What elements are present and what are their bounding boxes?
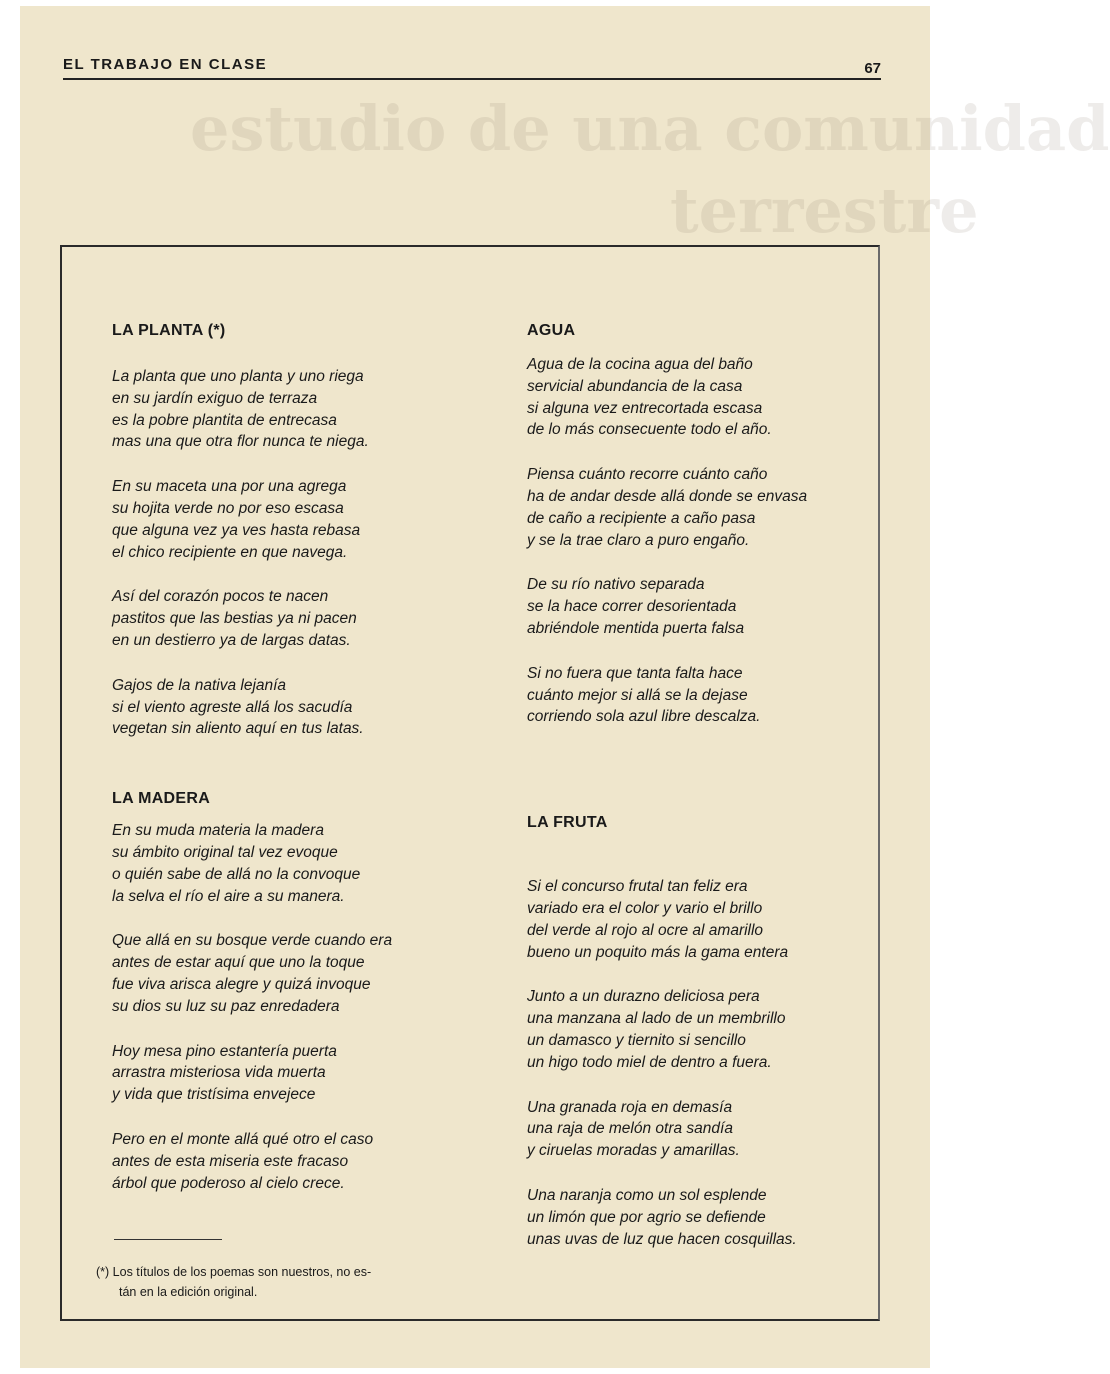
verse: es la pobre plantita de entrecasa bbox=[112, 411, 337, 429]
verse: Agua de la cocina agua del baño bbox=[527, 356, 753, 373]
verse: su dios su luz su paz enredadera bbox=[112, 997, 340, 1015]
verse: y ciruelas moradas y amarillas. bbox=[527, 1142, 740, 1160]
verse: antes de esta miseria este fracaso bbox=[112, 1152, 349, 1170]
verse: una manzana al lado de un membrillo bbox=[527, 1010, 786, 1028]
running-header bbox=[63, 56, 881, 80]
verse: en su jardín exiguo de terraza bbox=[112, 389, 318, 407]
verse: Una granada roja en demasía bbox=[527, 1098, 733, 1116]
verse: De su río nativo separada bbox=[527, 576, 705, 594]
verse: un limón que por agrio se defiende bbox=[527, 1208, 766, 1226]
right-column bbox=[527, 322, 857, 1250]
stanza bbox=[112, 675, 412, 740]
verse: árbol que poderoso al cielo crece. bbox=[112, 1174, 345, 1192]
stanza bbox=[112, 586, 412, 651]
poem-la-fruta bbox=[527, 814, 857, 1250]
stanza bbox=[527, 354, 857, 441]
stanza bbox=[112, 366, 412, 453]
verse: de caño a recipiente a caño pasa bbox=[527, 509, 756, 527]
verse: En su muda materia la madera bbox=[112, 822, 324, 840]
verse: y vida que tristísima envejece bbox=[112, 1086, 316, 1104]
verse: Que allá en su bosque verde cuando era bbox=[112, 932, 393, 950]
verse: del verde al rojo al ocre al amarillo bbox=[527, 921, 764, 939]
verse: si el viento agreste allá los sacudía bbox=[112, 698, 353, 716]
poem-title: LA PLANTA (*) bbox=[112, 322, 226, 339]
verse: cuánto mejor si allá se la dejase bbox=[527, 686, 748, 704]
verse: una raja de melón otra sandía bbox=[527, 1120, 733, 1138]
verse: abriéndole mentida puerta falsa bbox=[527, 619, 745, 637]
stanza bbox=[112, 820, 412, 907]
stanza bbox=[112, 476, 412, 563]
verse: vegetan sin aliento aquí en tus latas. bbox=[112, 720, 364, 738]
verse: Una naranja como un sol esplende bbox=[527, 1186, 767, 1204]
stanza bbox=[527, 1185, 857, 1250]
verse: bueno un poquito más la gama entera bbox=[527, 943, 789, 961]
stanza bbox=[527, 876, 857, 963]
verse: el chico recipiente en que navega. bbox=[112, 543, 348, 561]
verse: variado era el color y vario el brillo bbox=[527, 899, 763, 917]
section-title: EL TRABAJO EN CLASE bbox=[63, 56, 268, 73]
poem-agua bbox=[527, 322, 857, 728]
stanza bbox=[527, 464, 857, 551]
footnote bbox=[96, 1262, 466, 1302]
verse: su hojita verde no por eso escasa bbox=[112, 499, 344, 517]
footnote-line: (*) Los títulos de los poemas son nuestros, no es- bbox=[96, 1265, 372, 1279]
left-column bbox=[112, 322, 412, 1194]
verse: su ámbito original tal vez evoque bbox=[112, 843, 338, 861]
verse: pastitos que las bestias ya ni pacen bbox=[112, 610, 357, 628]
verse: Pero en el monte allá qué otro el caso bbox=[112, 1130, 374, 1148]
verse: corriendo sola azul libre descalza. bbox=[527, 708, 761, 726]
verse: la selva el río el aire a su manera. bbox=[112, 887, 345, 905]
verse: en un destierro ya de largas datas. bbox=[112, 631, 351, 649]
verse: Piensa cuánto recorre cuánto caño bbox=[527, 466, 768, 484]
verse: Hoy mesa pino estantería puerta bbox=[112, 1042, 337, 1060]
verse: La planta que uno planta y uno riega bbox=[112, 368, 364, 385]
page-number: 67 bbox=[864, 60, 881, 77]
verse: y se la trae claro a puro engaño. bbox=[527, 531, 750, 549]
stanza bbox=[112, 1129, 412, 1194]
verse: Si no fuera que tanta falta hace bbox=[527, 664, 743, 682]
verse: mas una que otra flor nunca te niega. bbox=[112, 433, 369, 451]
stanza bbox=[527, 574, 857, 639]
poem-title: LA MADERA bbox=[112, 790, 211, 808]
stanza bbox=[527, 1097, 857, 1162]
footnote-rule bbox=[114, 1239, 222, 1240]
verse: arrastra misteriosa vida muerta bbox=[112, 1064, 326, 1082]
stanza bbox=[527, 986, 857, 1073]
verse: Si el concurso frutal tan feliz era bbox=[527, 878, 748, 896]
verse: unas uvas de luz que hacen cosquillas. bbox=[527, 1230, 797, 1248]
verse: antes de estar aquí que uno la toque bbox=[112, 954, 365, 972]
poem-title: AGUA bbox=[527, 322, 576, 339]
footnote-line: tán en la edición original. bbox=[119, 1285, 258, 1299]
verse: En su maceta una por una agrega bbox=[112, 478, 347, 496]
stanza bbox=[527, 663, 857, 728]
verse: que alguna vez ya ves hasta rebasa bbox=[112, 521, 361, 539]
verse: o quién sabe de allá no la convoque bbox=[112, 865, 361, 883]
verse: se la hace correr desorientada bbox=[527, 598, 737, 616]
verse: Junto a un durazno deliciosa pera bbox=[527, 988, 760, 1006]
verse: un damasco y tiernito si sencillo bbox=[527, 1031, 746, 1049]
poem-la-madera bbox=[112, 790, 412, 1194]
verse: un higo todo miel de dentro a fuera. bbox=[527, 1053, 772, 1071]
poem-title: LA FRUTA bbox=[527, 814, 608, 832]
stanza bbox=[112, 1041, 412, 1106]
verse: Así del corazón pocos te nacen bbox=[112, 588, 329, 606]
poem-la-planta bbox=[112, 322, 412, 740]
verse: Gajos de la nativa lejanía bbox=[112, 676, 287, 694]
stanza bbox=[112, 930, 412, 1017]
verse: fue viva arisca alegre y quizá invoque bbox=[112, 975, 371, 993]
verse: ha de andar desde allá donde se envasa bbox=[527, 487, 808, 505]
verse: si alguna vez entrecortada escasa bbox=[527, 399, 763, 417]
verse: de lo más consecuente todo el año. bbox=[527, 421, 772, 439]
verse: servicial abundancia de la casa bbox=[527, 377, 743, 395]
